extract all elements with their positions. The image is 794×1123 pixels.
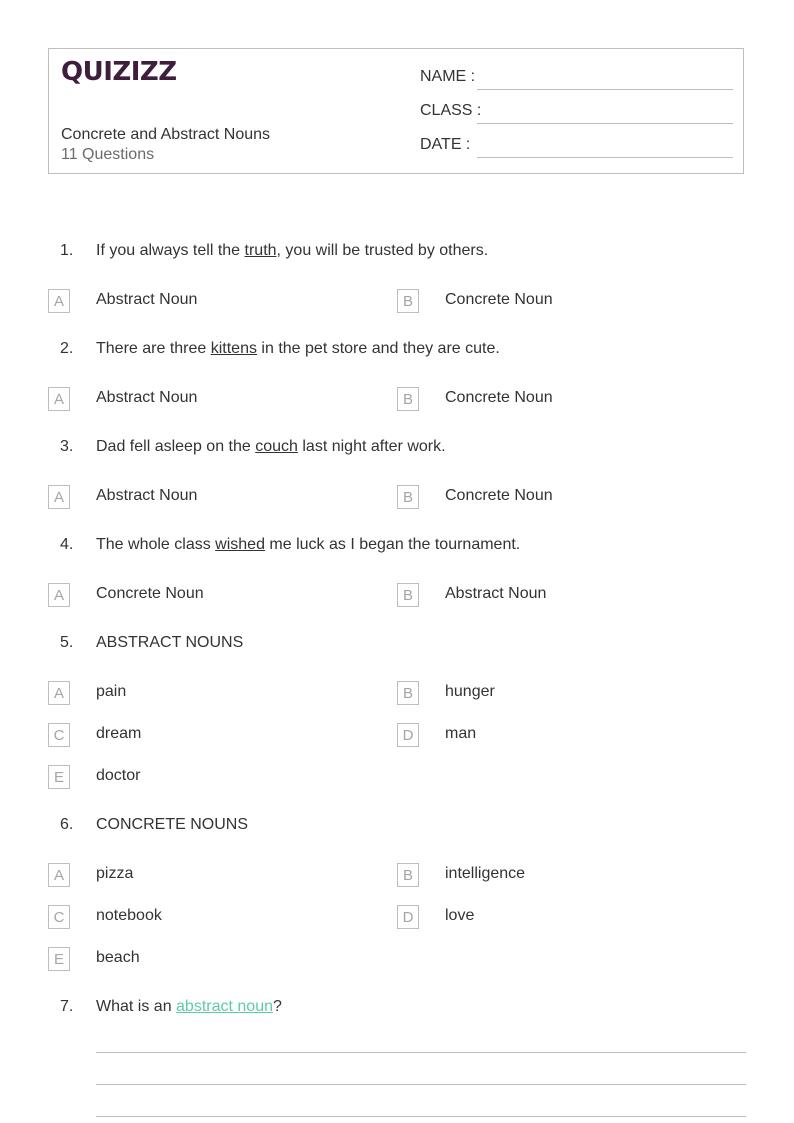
option-text: Concrete Noun [445,291,553,308]
question-text: CONCRETE NOUNS [96,816,249,833]
question-number: 3. [60,438,74,455]
option-text: man [445,725,477,742]
option-text: pain [96,683,127,700]
question-number: 4. [60,536,74,553]
answer-line[interactable] [96,1052,746,1053]
option-text: intelligence [445,865,526,882]
name-label: NAME : [420,68,476,85]
question-text: There are three kittens in the pet store and they are cute. [96,340,500,357]
option-text: hunger [445,683,495,700]
question-text: If you always tell the truth, you will be trusted by others. [96,242,489,259]
highlighted-word: kittens [210,340,257,357]
option-text: Concrete Noun [445,389,553,406]
question-text: What is an abstract noun? [96,998,282,1015]
option-text: Abstract Noun [96,487,198,504]
option-letter-box[interactable]: D [397,905,419,929]
quizizz-logo: QUIZIZZ [61,57,177,87]
option-letter-box[interactable]: C [48,723,70,747]
question-text: The whole class wished me luck as I began the tournament. [96,536,521,553]
option-letter-box[interactable]: E [48,947,70,971]
highlighted-word: wished [215,536,265,553]
option-letter-box[interactable]: C [48,905,70,929]
answer-line[interactable] [96,1084,746,1085]
question-number: 6. [60,816,74,833]
option-letter-box[interactable]: B [397,681,419,705]
option-text: pizza [96,865,134,882]
question-number: 5. [60,634,74,651]
worksheet-header [48,48,744,174]
question-number: 2. [60,340,74,357]
abstract-noun-link[interactable]: abstract noun [176,998,273,1015]
highlighted-word: couch [255,438,298,455]
option-letter-box[interactable]: D [397,723,419,747]
option-letter-box[interactable]: A [48,681,70,705]
class-label: CLASS : [420,102,482,119]
option-text: dream [96,725,142,742]
option-text: doctor [96,767,141,784]
question-count: 11 Questions [61,146,155,163]
class-field[interactable] [477,123,733,124]
option-text: Abstract Noun [96,389,198,406]
option-letter-box[interactable]: A [48,289,70,313]
option-letter-box[interactable]: B [397,387,419,411]
option-letter-box[interactable]: B [397,485,419,509]
option-text: notebook [96,907,162,924]
option-text: beach [96,949,140,966]
option-text: Concrete Noun [445,487,553,504]
answer-line[interactable] [96,1116,746,1117]
option-letter-box[interactable]: B [397,583,419,607]
highlighted-word: truth [244,242,277,259]
option-text: love [445,907,475,924]
option-letter-box[interactable]: A [48,863,70,887]
option-text: Abstract Noun [445,585,547,602]
option-letter-box[interactable]: A [48,583,70,607]
question-number: 7. [60,998,74,1015]
option-letter-box[interactable]: E [48,765,70,789]
worksheet-title: Concrete and Abstract Nouns [61,126,271,143]
option-letter-box[interactable]: A [48,387,70,411]
option-text: Concrete Noun [96,585,204,602]
date-field[interactable] [477,157,733,158]
option-letter-box[interactable]: B [397,863,419,887]
option-letter-box[interactable]: A [48,485,70,509]
question-number: 1. [60,242,74,259]
name-field[interactable] [477,89,733,90]
question-text: Dad fell asleep on the couch last night after work. [96,438,446,455]
option-text: Abstract Noun [96,291,198,308]
date-label: DATE : [420,136,471,153]
question-text: ABSTRACT NOUNS [96,634,244,651]
option-letter-box[interactable]: B [397,289,419,313]
